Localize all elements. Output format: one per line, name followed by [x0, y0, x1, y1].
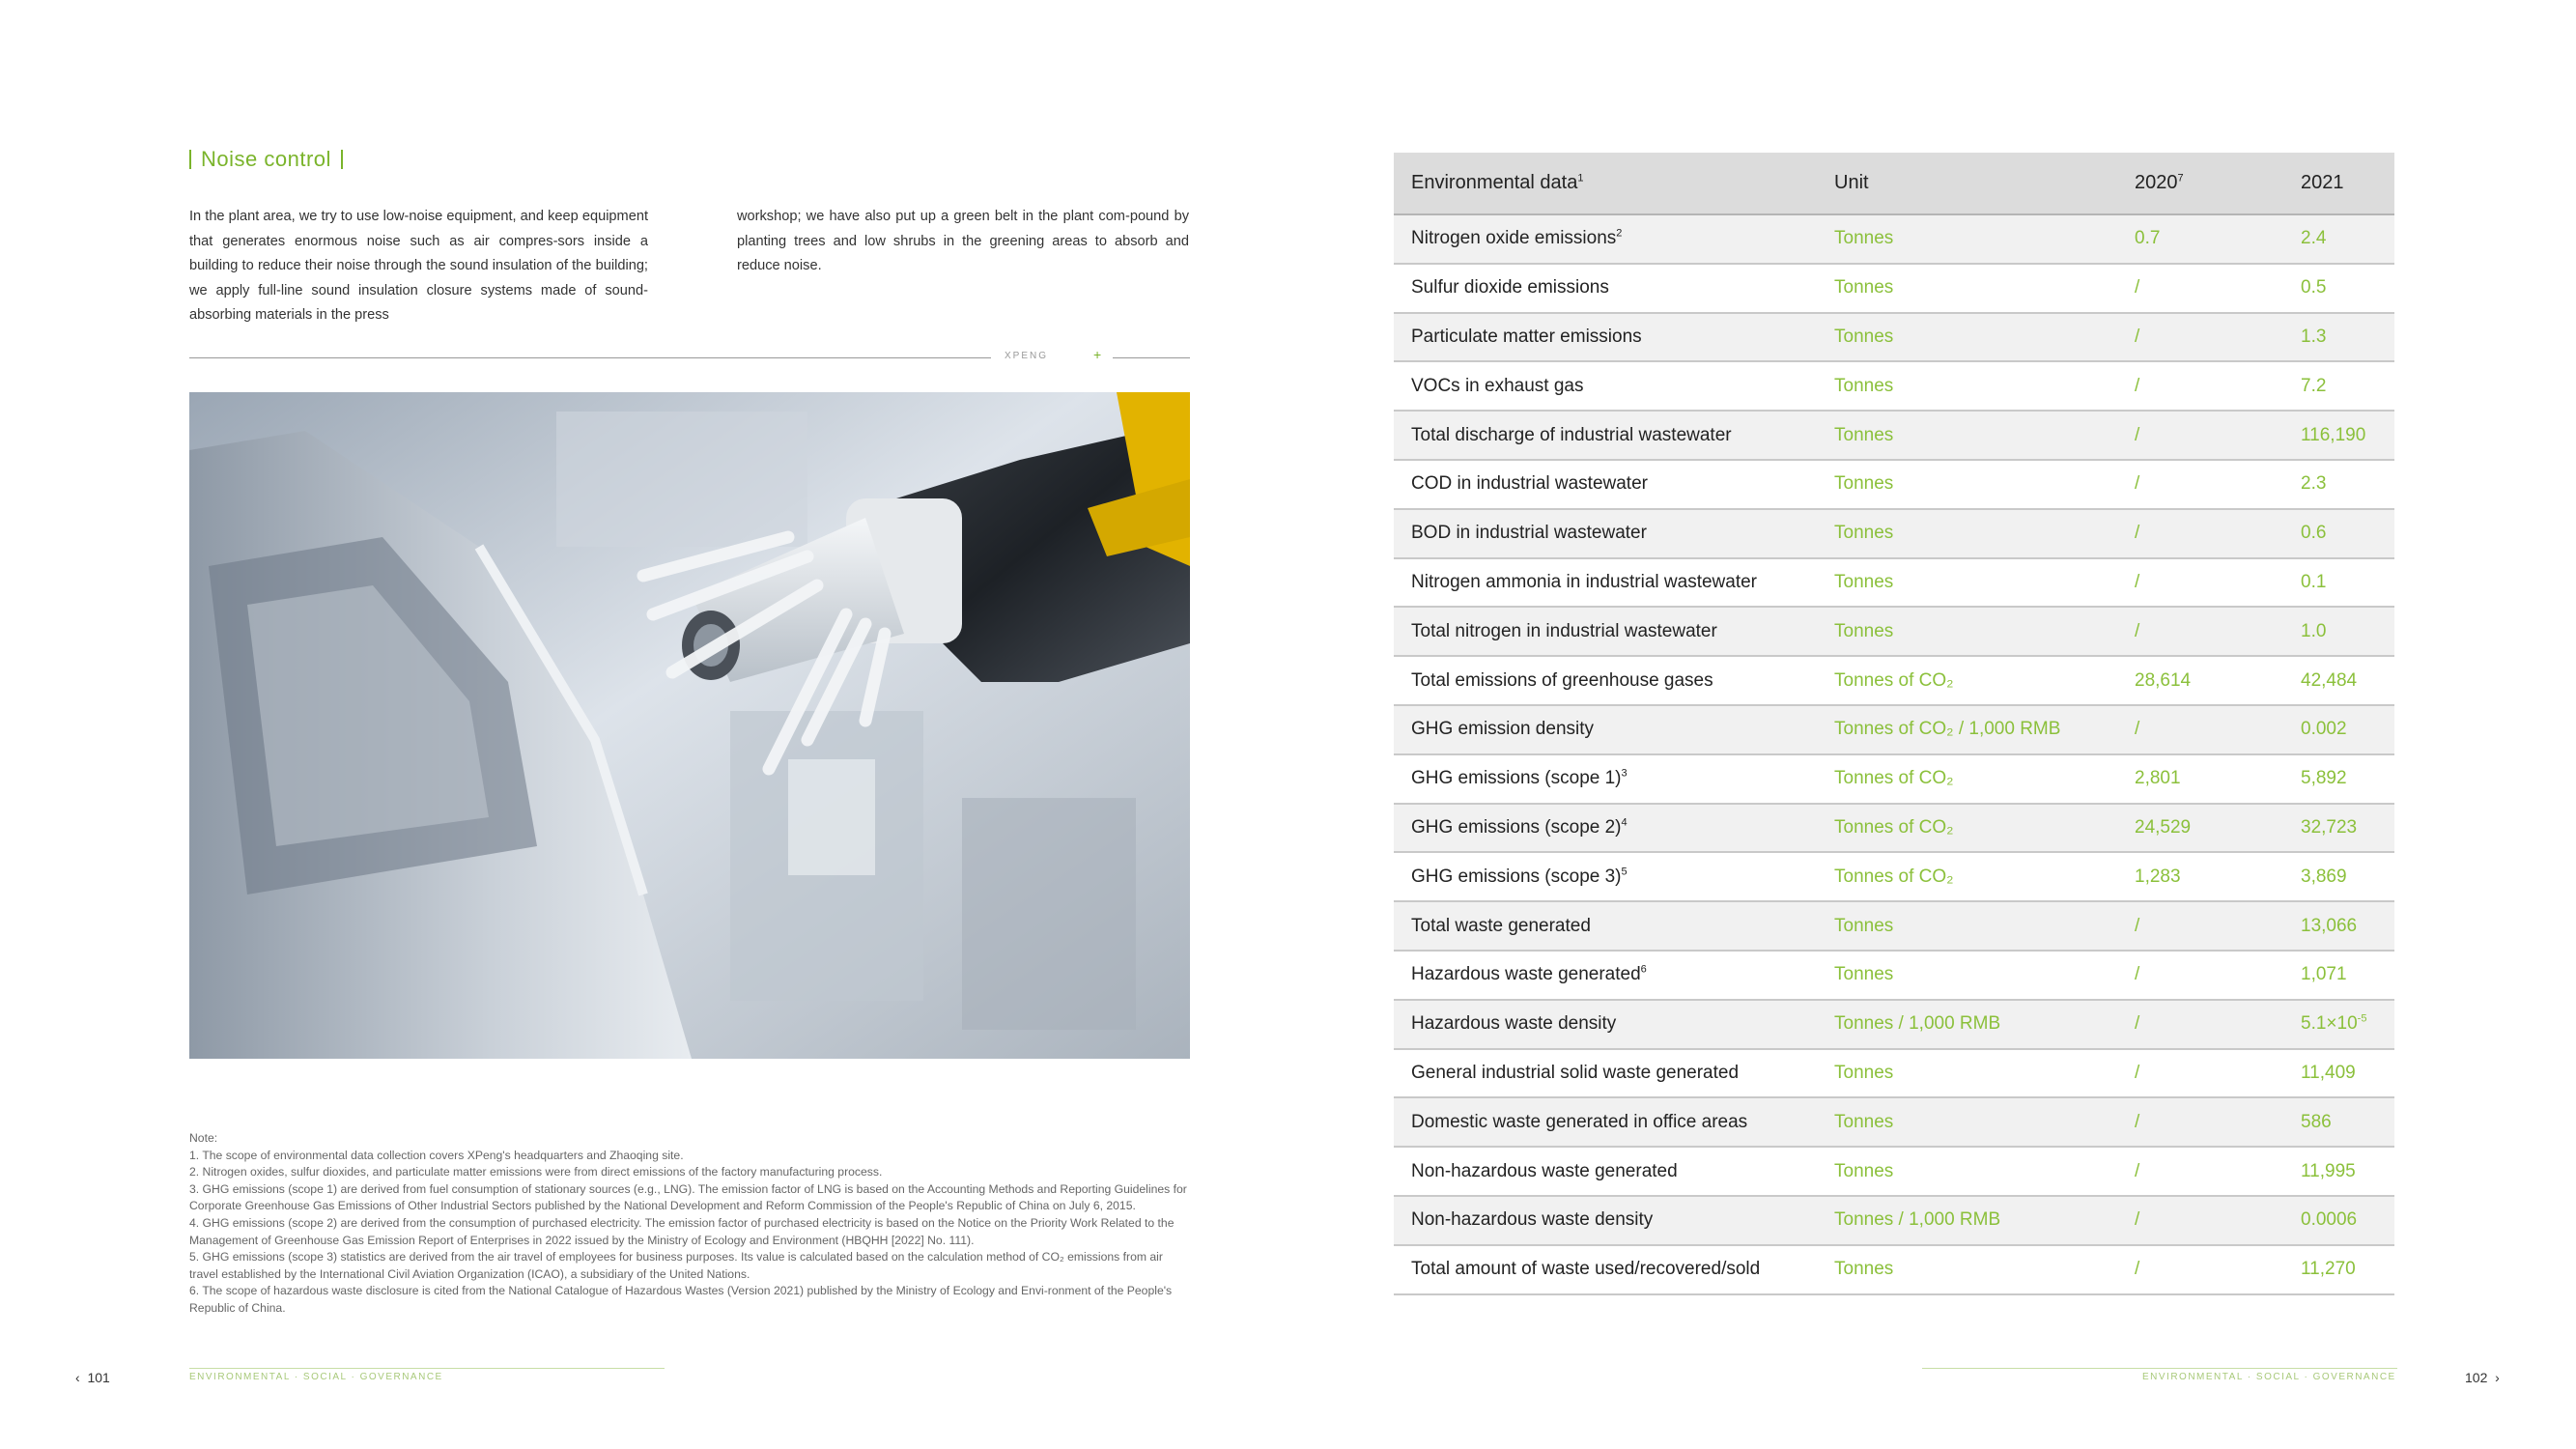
table-row — [1394, 264, 2394, 313]
cell-2021: 1.3 — [2283, 313, 2394, 362]
divider-line-left — [189, 357, 991, 358]
table-row — [1394, 705, 2394, 754]
cell-unit: Tonnes — [1817, 460, 2117, 509]
table-header-row — [1394, 153, 2394, 214]
cell-unit: Tonnes — [1817, 361, 2117, 411]
cell-unit: Tonnes of CO₂ — [1817, 754, 2117, 804]
table-row — [1394, 804, 2394, 853]
cell-2020: / — [2117, 1000, 2283, 1049]
cell-2020: / — [2117, 411, 2283, 460]
cell-2020: / — [2117, 1097, 2283, 1147]
cell-unit: Tonnes — [1817, 313, 2117, 362]
cell-2020: / — [2117, 1049, 2283, 1098]
footnotes — [189, 1130, 1190, 1318]
table-row — [1394, 1196, 2394, 1245]
note-item: 6. The scope of hazardous waste disclosure is cited from the National Catalogue of Hazardous Wastes (Version 2021) published by the Ministry of Ecology and Envi-ronment of the People's Republic of China. — [189, 1284, 1173, 1315]
cell-unit: Tonnes — [1817, 1147, 2117, 1196]
cell-item: Non-hazardous waste density — [1394, 1196, 1817, 1245]
cell-item: Total emissions of greenhouse gases — [1394, 656, 1817, 705]
table-row — [1394, 1147, 2394, 1196]
cell-item: Sulfur dioxide emissions — [1394, 264, 1817, 313]
title-bar-left — [189, 150, 191, 169]
cell-2021: 0.002 — [2283, 705, 2394, 754]
cell-2020: / — [2117, 1245, 2283, 1294]
table-row — [1394, 411, 2394, 460]
cell-unit: Tonnes — [1817, 264, 2117, 313]
cell-unit: Tonnes — [1817, 1245, 2117, 1294]
header-2020: 2020$^7$ — [2117, 153, 2283, 214]
footer-caption-left: ENVIRONMENTAL · SOCIAL · GOVERNANCE — [189, 1372, 443, 1382]
footer-caption-right: ENVIRONMENTAL · SOCIAL · GOVERNANCE — [2142, 1372, 2396, 1382]
cell-2021: 11,409 — [2283, 1049, 2394, 1098]
cell-2020: 24,529 — [2117, 804, 2283, 853]
cell-2021: 0.1 — [2283, 558, 2394, 608]
cell-2021: 0.0006 — [2283, 1196, 2394, 1245]
cell-item: Domestic waste generated in office areas — [1394, 1097, 1817, 1147]
table-row — [1394, 313, 2394, 362]
note-item: 1. The scope of environmental data collection covers XPeng's headquarters and Zhaoqing site. — [189, 1148, 684, 1162]
cell-unit: Tonnes of CO₂ — [1817, 804, 2117, 853]
cell-item: BOD in industrial wastewater — [1394, 509, 1817, 558]
cell-2021: 1,071 — [2283, 951, 2394, 1000]
header-item: Environmental data$^1$ — [1394, 153, 1817, 214]
cell-unit: Tonnes / 1,000 RMB — [1817, 1196, 2117, 1245]
cell-item: Total waste generated — [1394, 901, 1817, 951]
cell-2021: 116,190 — [2283, 411, 2394, 460]
page-number-text: 101 — [87, 1370, 110, 1385]
cell-2020: / — [2117, 607, 2283, 656]
cell-item: Total amount of waste used/recovered/sold — [1394, 1245, 1817, 1294]
cell-item: Total nitrogen in industrial wastewater — [1394, 607, 1817, 656]
cell-2021: 3,869 — [2283, 852, 2394, 901]
table-row — [1394, 1000, 2394, 1049]
cell-item: GHG emissions (scope 3)$^5$ — [1394, 852, 1817, 901]
cell-2021: 1.0 — [2283, 607, 2394, 656]
cell-unit: Tonnes — [1817, 901, 2117, 951]
cell-2021: 0.5 — [2283, 264, 2394, 313]
page-number-right[interactable] — [2465, 1370, 2500, 1385]
cell-item: GHG emissions (scope 1)$^3$ — [1394, 754, 1817, 804]
brand-logo: XPENG — [1005, 351, 1049, 361]
table-row — [1394, 901, 2394, 951]
cell-item: Hazardous waste generated$^6$ — [1394, 951, 1817, 1000]
cell-item: VOCs in exhaust gas — [1394, 361, 1817, 411]
cell-2020: / — [2117, 264, 2283, 313]
table-row — [1394, 607, 2394, 656]
cell-unit: Tonnes of CO₂ / 1,000 RMB — [1817, 705, 2117, 754]
intro-paragraph-col1: In the plant area, we try to use low-noise equipment, and keep equipment that generates enormous noise such as air compres-sors inside a building to reduce their noise through the sound insulation of the building; we apply full-line sound insulation closure systems made of sound-absorbing materials in the press — [189, 209, 648, 323]
notes-heading: Note: — [189, 1131, 218, 1145]
environmental-data-table — [1394, 153, 2394, 1295]
table-row — [1394, 754, 2394, 804]
cell-unit: Tonnes — [1817, 951, 2117, 1000]
cell-item: Nitrogen ammonia in industrial wastewater — [1394, 558, 1817, 608]
cell-2020: / — [2117, 1196, 2283, 1245]
section-title-text: Noise control — [201, 147, 331, 171]
cell-2021: 0.6 — [2283, 509, 2394, 558]
table-row — [1394, 656, 2394, 705]
cell-2021: 13,066 — [2283, 901, 2394, 951]
footer-line-right — [1922, 1368, 2397, 1369]
page-number-text: 102 — [2465, 1370, 2488, 1385]
cell-item: Particulate matter emissions — [1394, 313, 1817, 362]
intro-paragraph-col2: workshop; we have also put up a green belt in the plant com-pound by planting trees and low shrubs in the greening areas to absorb and reduce noise. — [737, 209, 1189, 273]
cell-2021: 32,723 — [2283, 804, 2394, 853]
cell-2020: / — [2117, 361, 2283, 411]
cell-2020: 0.7 — [2117, 214, 2283, 264]
section-title — [189, 147, 343, 172]
table-row — [1394, 852, 2394, 901]
note-item: 3. GHG emissions (scope 1) are derived from fuel consumption of stationary sources (e.g., LNG). The emission factor of LNG is based on the Accounting Methods and Reporting Guidelines for Corporate Greenhouse Gas Emissions of Other Industrial Sectors published by the National Development and Reform Commission of the People's Republic of China on July 6, 2015. — [189, 1181, 1187, 1213]
cell-2020: / — [2117, 705, 2283, 754]
cell-item: GHG emissions (scope 2)$^4$ — [1394, 804, 1817, 853]
cell-unit: Tonnes — [1817, 1049, 2117, 1098]
cell-2021: 586 — [2283, 1097, 2394, 1147]
cell-item: Nitrogen oxide emissions$^2$ — [1394, 214, 1817, 264]
brand-plus-icon: + — [1093, 347, 1102, 362]
table-row — [1394, 558, 2394, 608]
page-number-left[interactable] — [75, 1370, 110, 1385]
cell-2020: / — [2117, 951, 2283, 1000]
chevron-left-icon: ‹ — [75, 1370, 80, 1385]
cell-2021: 7.2 — [2283, 361, 2394, 411]
divider-line-right — [1113, 357, 1190, 358]
cell-2020: / — [2117, 901, 2283, 951]
cell-unit: Tonnes — [1817, 1097, 2117, 1147]
table-row — [1394, 951, 2394, 1000]
chevron-right-icon: › — [2495, 1370, 2500, 1385]
table-body — [1394, 214, 2394, 1294]
cell-2021: 42,484 — [2283, 656, 2394, 705]
cell-2021: 11,995 — [2283, 1147, 2394, 1196]
cell-2020: / — [2117, 313, 2283, 362]
table-row — [1394, 361, 2394, 411]
note-item: 4. GHG emissions (scope 2) are derived from the consumption of purchased electricity. The emission factor of purchased electricity is based on the Notice on the Priority Work Related to the Management of Greenhouse Gas Emission Report of Enterprises in 2022 issued by the Ministry of Ecology and Environment (HBQHH [2022] No. 111). — [189, 1215, 1175, 1247]
cell-2020: / — [2117, 558, 2283, 608]
header-2021: 2021 — [2283, 153, 2394, 214]
cell-2021: 2.3 — [2283, 460, 2394, 509]
table-row — [1394, 1097, 2394, 1147]
cell-2021: 11,270 — [2283, 1245, 2394, 1294]
cell-item: Total discharge of industrial wastewater — [1394, 411, 1817, 460]
cell-item: Hazardous waste density — [1394, 1000, 1817, 1049]
factory-robot-photo — [189, 392, 1190, 1059]
cell-2021: 5,892 — [2283, 754, 2394, 804]
note-item: 5. GHG emissions (scope 3) statistics are derived from the air travel of employees for business purposes. Its value is calculated based on the calculation method of CO₂ emissions from air travel established by the International Civil Aviation Organization (ICAO), a subsidiary of the United Nations. — [189, 1250, 1163, 1281]
cell-2020: 28,614 — [2117, 656, 2283, 705]
cell-2020: / — [2117, 460, 2283, 509]
cell-item: GHG emission density — [1394, 705, 1817, 754]
cell-item: General industrial solid waste generated — [1394, 1049, 1817, 1098]
cell-2021: $5.1\times 10^{-5}$ — [2283, 1000, 2394, 1049]
cell-unit: Tonnes of CO₂ — [1817, 852, 2117, 901]
table-row — [1394, 214, 2394, 264]
cell-2020: 2,801 — [2117, 754, 2283, 804]
table-row — [1394, 1245, 2394, 1294]
title-bar-right — [341, 150, 343, 169]
cell-unit: Tonnes — [1817, 214, 2117, 264]
cell-unit: Tonnes of CO₂ — [1817, 656, 2117, 705]
cell-unit: Tonnes — [1817, 411, 2117, 460]
cell-item: Non-hazardous waste generated — [1394, 1147, 1817, 1196]
cell-unit: Tonnes / 1,000 RMB — [1817, 1000, 2117, 1049]
cell-item: COD in industrial wastewater — [1394, 460, 1817, 509]
header-unit: Unit — [1817, 153, 2117, 214]
footer-line-left — [189, 1368, 665, 1369]
cell-unit: Tonnes — [1817, 607, 2117, 656]
cell-2020: 1,283 — [2117, 852, 2283, 901]
cell-2021: 2.4 — [2283, 214, 2394, 264]
cell-unit: Tonnes — [1817, 509, 2117, 558]
table-row — [1394, 460, 2394, 509]
cell-unit: Tonnes — [1817, 558, 2117, 608]
table-row — [1394, 1049, 2394, 1098]
cell-2020: / — [2117, 1147, 2283, 1196]
cell-2020: / — [2117, 509, 2283, 558]
table-row — [1394, 509, 2394, 558]
note-item: 2. Nitrogen oxides, sulfur dioxides, and particulate matter emissions were from direct emissions of the factory manufacturing process. — [189, 1165, 883, 1179]
robot-arm-illustration — [189, 392, 1190, 1059]
